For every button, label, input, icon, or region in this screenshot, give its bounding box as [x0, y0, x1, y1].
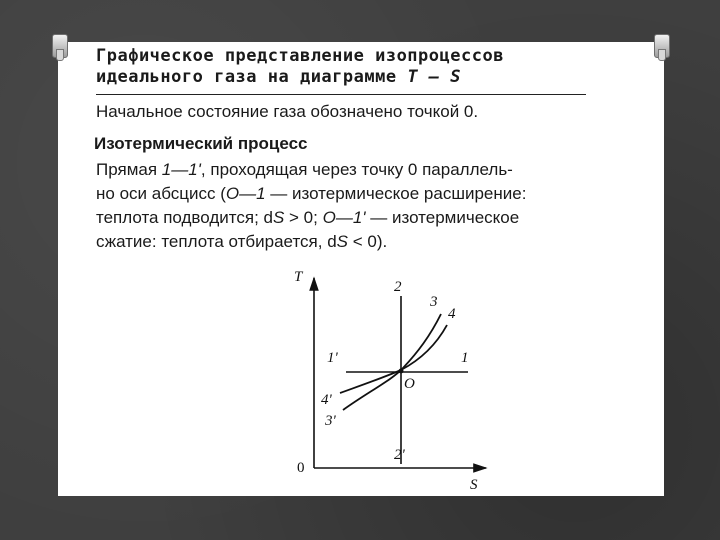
text-run: — изотермическое: [365, 208, 520, 227]
text-run: O—1': [322, 208, 366, 227]
intro-text: Начальное состояние газа обозначено точкой 0.: [96, 102, 479, 121]
text-run: < 0).: [348, 232, 388, 251]
label-3-prime: 3': [325, 413, 336, 429]
title-line-2-text: идеального газа на диаграмме: [96, 67, 408, 87]
point-o-label: O: [404, 376, 415, 392]
text-run: S: [336, 232, 348, 251]
title-line-1: Графическое представление изопроцессов: [96, 46, 504, 66]
text-run: 1—1': [161, 160, 201, 179]
text-run: Прямая: [96, 160, 162, 179]
label-1-prime: 1': [327, 350, 338, 366]
s-axis-label: S: [470, 477, 478, 493]
label-4-prime: 4': [321, 392, 332, 408]
label-1: 1: [461, 350, 469, 366]
text-run: теплота подводится; d: [96, 208, 273, 227]
text-run: , проходящая через точку 0 параллель-: [200, 160, 513, 179]
curve-3: [343, 314, 441, 410]
text-run: > 0;: [284, 208, 323, 227]
t-axis-label: T: [294, 269, 303, 285]
text-run: — изотермическое расширение:: [265, 184, 527, 203]
title-symbol: T — S: [407, 67, 461, 87]
origin-label: 0: [297, 460, 305, 476]
label-4: 4: [448, 306, 456, 322]
curve-4: [340, 325, 447, 393]
section-heading: Изотермический процесс: [94, 134, 308, 153]
point-o-marker: [399, 369, 404, 374]
text-run: S: [272, 208, 285, 227]
label-2-prime: 2': [394, 447, 405, 463]
text-run: O—1: [225, 184, 266, 203]
label-3: 3: [430, 294, 438, 310]
text-run: сжатие: теплота отбирается, d: [96, 232, 337, 251]
text-run: но оси абсцисс (: [96, 184, 226, 203]
label-2: 2: [394, 279, 402, 295]
